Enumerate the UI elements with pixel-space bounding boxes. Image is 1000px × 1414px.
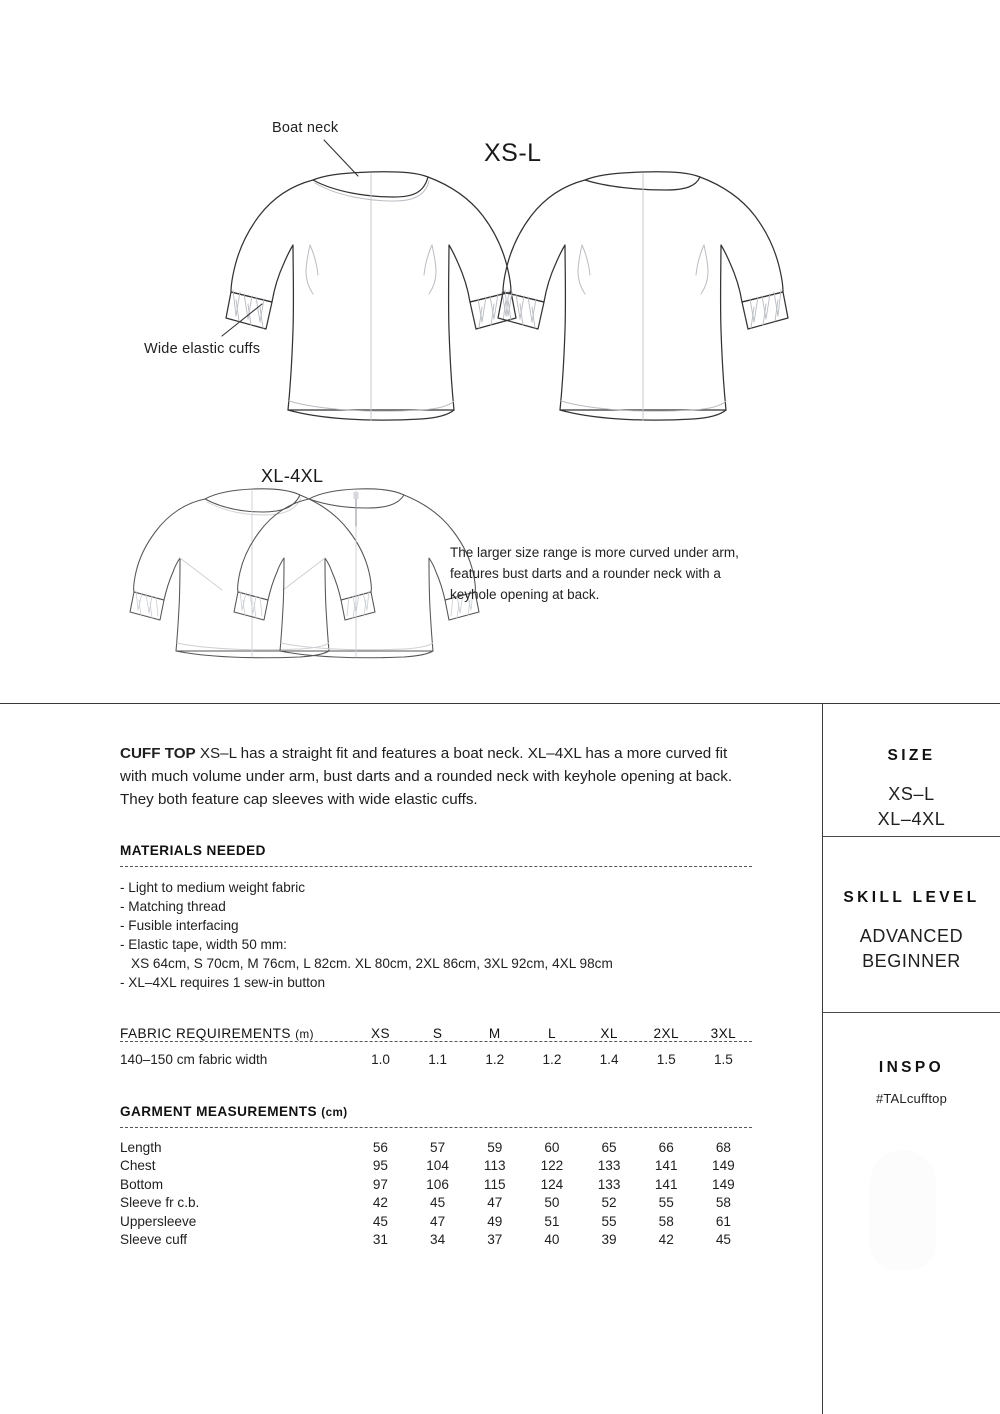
cell-value: 51 bbox=[544, 1213, 560, 1229]
row-label: Uppersleeve bbox=[120, 1213, 197, 1229]
materials-heading: MATERIALS NEEDED bbox=[120, 843, 266, 859]
row-label: Chest bbox=[120, 1158, 156, 1174]
annotation-wide-elastic-cuffs: Wide elastic cuffs bbox=[144, 341, 261, 357]
cell-value: 1.2 bbox=[542, 1052, 562, 1068]
cell-value: 141 bbox=[654, 1158, 678, 1174]
sidebar-heading-skill-level: SKILL LEVEL bbox=[843, 889, 980, 906]
list-item: - Matching thread bbox=[120, 899, 226, 915]
list-item: XS 64cm, S 70cm, M 76cm, L 82cm. XL 80cm, 2XL 86cm, 3XL 92cm, 4XL 98cm bbox=[131, 956, 613, 972]
materials-list bbox=[120, 878, 752, 992]
fabric-requirements-unit: (m) bbox=[295, 1028, 314, 1042]
fabric-requirements-block bbox=[120, 1026, 752, 1069]
cell-value: 40 bbox=[544, 1232, 560, 1248]
cell-value: 60 bbox=[544, 1139, 560, 1155]
sidebar-heading-inspo: INSPO bbox=[878, 1059, 945, 1076]
table-row bbox=[120, 1231, 752, 1249]
table-row bbox=[120, 1139, 752, 1157]
sidebar-value-size-2: XL–4XL bbox=[877, 808, 946, 829]
garment-measurements-block bbox=[120, 1104, 752, 1250]
cell-value: 68 bbox=[715, 1139, 731, 1155]
details-column bbox=[120, 742, 752, 1250]
column-header-size: 3XL bbox=[710, 1026, 737, 1042]
xl4xl-back-flat bbox=[234, 489, 479, 658]
column-header-size: XS bbox=[371, 1026, 391, 1042]
cell-value: 149 bbox=[712, 1176, 735, 1192]
cell-value: 95 bbox=[372, 1158, 388, 1174]
cell-value: 50 bbox=[544, 1195, 560, 1211]
table-rule-row bbox=[120, 1041, 752, 1051]
cell-value: 57 bbox=[430, 1139, 446, 1155]
sidebar-heading-size: SIZE bbox=[887, 747, 936, 764]
column-header-size: 2XL bbox=[653, 1026, 679, 1042]
table-row bbox=[120, 1194, 752, 1212]
garment-measurements-heading: GARMENT MEASUREMENTS (cm) bbox=[120, 1103, 348, 1119]
intro-paragraph bbox=[120, 742, 752, 811]
list-item: - Elastic tape, width 50 mm: bbox=[120, 937, 287, 953]
cell-value: 1.5 bbox=[713, 1052, 733, 1068]
cell-value: 106 bbox=[426, 1176, 449, 1192]
cell-value: 42 bbox=[372, 1195, 388, 1211]
sidebar-value-skill-2: BEGINNER bbox=[862, 950, 961, 971]
info-sidebar bbox=[823, 703, 1000, 1106]
list-item: - XL–4XL requires 1 sew-in button bbox=[120, 975, 326, 991]
cell-value: 47 bbox=[487, 1195, 503, 1211]
cell-value: 122 bbox=[540, 1158, 564, 1174]
cell-value: 104 bbox=[426, 1158, 449, 1174]
annotation-boat-neck: Boat neck bbox=[272, 120, 339, 136]
cell-value: 1.2 bbox=[485, 1052, 505, 1068]
row-label: Sleeve cuff bbox=[120, 1232, 188, 1248]
cell-value: 45 bbox=[372, 1213, 388, 1229]
cell-value: 34 bbox=[430, 1232, 446, 1248]
leader-line-boat-neck bbox=[324, 140, 358, 176]
cell-value: 52 bbox=[601, 1195, 617, 1211]
list-item: - Light to medium weight fabric bbox=[120, 880, 306, 896]
cell-value: 1.5 bbox=[656, 1052, 676, 1068]
materials-dashed-rule bbox=[120, 866, 752, 867]
cell-value: 58 bbox=[658, 1213, 674, 1229]
intro-lead: CUFF TOP bbox=[120, 745, 196, 762]
column-header-size: M bbox=[488, 1026, 501, 1042]
cell-value: 1.4 bbox=[599, 1052, 619, 1068]
cell-value: 31 bbox=[372, 1232, 388, 1248]
table-row bbox=[120, 1157, 752, 1175]
xsl-front-flat bbox=[226, 172, 516, 420]
garment-dashed-rule bbox=[120, 1127, 752, 1128]
cell-value: 61 bbox=[715, 1213, 731, 1229]
table-row bbox=[120, 1213, 752, 1231]
page-title-vertical bbox=[986, 0, 1000, 62]
cell-value: 47 bbox=[430, 1213, 446, 1229]
fabric-requirements-heading: FABRIC REQUIREMENTS (m) bbox=[120, 1026, 314, 1042]
cell-value: 97 bbox=[372, 1176, 388, 1192]
sidebar-block-skill-level bbox=[823, 837, 1000, 1012]
cell-value: 133 bbox=[597, 1158, 621, 1174]
cell-value: 65 bbox=[601, 1139, 617, 1155]
sidebar-hashtag-inspo: #TALcufftop bbox=[875, 1091, 948, 1106]
cell-value: 37 bbox=[487, 1232, 503, 1248]
table-row bbox=[120, 1051, 752, 1069]
cell-value: 1.0 bbox=[371, 1052, 390, 1068]
cell-value: 59 bbox=[487, 1139, 503, 1155]
technical-drawing-area bbox=[0, 0, 840, 703]
sidebar-block-inspo bbox=[823, 1013, 1000, 1106]
cell-value: 1.1 bbox=[428, 1052, 448, 1068]
garment-measurements-unit: (cm) bbox=[321, 1105, 348, 1119]
sidebar-value-skill-1: ADVANCED bbox=[859, 926, 964, 946]
background-watermark bbox=[870, 1150, 936, 1270]
cell-value: 141 bbox=[654, 1176, 678, 1192]
cell-value: 39 bbox=[601, 1232, 617, 1248]
sidebar-value-size-1: XS–L bbox=[888, 784, 935, 804]
table-header-row bbox=[120, 1026, 752, 1041]
cell-value: 149 bbox=[712, 1158, 735, 1174]
size-range-label-xs-l: XS-L bbox=[484, 139, 542, 167]
intro-body: XS–L has a straight fit and features a boat neck. XL–4XL has a more curved fit with much volume under arm, bust darts and a rounded neck with keyhole opening at back. They both feature cap sleeves with wide elastic cuffs. bbox=[120, 745, 733, 809]
xl4xl-front-flat bbox=[130, 489, 375, 658]
fabric-requirements-table bbox=[120, 1026, 752, 1069]
row-label: 140–150 cm fabric width bbox=[120, 1052, 268, 1068]
cell-value: 66 bbox=[658, 1139, 674, 1155]
xsl-back-flat bbox=[498, 172, 788, 420]
column-header-size: S bbox=[432, 1026, 443, 1042]
cell-value: 45 bbox=[715, 1232, 731, 1248]
column-header-size: XL bbox=[600, 1026, 618, 1042]
size-range-label-xl-4xl: XL-4XL bbox=[261, 466, 324, 486]
garment-measurements-table bbox=[120, 1139, 752, 1250]
cell-value: 49 bbox=[487, 1213, 503, 1229]
table-row bbox=[120, 1176, 752, 1194]
row-label: Bottom bbox=[120, 1176, 164, 1192]
cell-value: 115 bbox=[483, 1176, 506, 1192]
cell-value: 56 bbox=[372, 1139, 388, 1155]
cell-value: 124 bbox=[540, 1176, 564, 1192]
cell-value: 58 bbox=[715, 1195, 731, 1211]
cell-value: 42 bbox=[658, 1232, 674, 1248]
column-header-size: L bbox=[547, 1026, 556, 1042]
cell-value: 55 bbox=[601, 1213, 617, 1229]
row-label: Sleeve fr c.b. bbox=[120, 1195, 200, 1211]
cell-value: 133 bbox=[597, 1176, 621, 1192]
row-label: Length bbox=[120, 1139, 162, 1155]
list-item: - Fusible interfacing bbox=[120, 918, 239, 934]
cell-value: 113 bbox=[483, 1158, 506, 1174]
sidebar-block-size bbox=[823, 703, 1000, 836]
large-size-range-note: The larger size range is more curved under arm, features bust darts and a rounder neck with a keyhole opening at back. bbox=[450, 545, 739, 602]
fabric-dashed-rule bbox=[120, 1041, 752, 1042]
cell-value: 55 bbox=[658, 1195, 674, 1211]
cell-value: 45 bbox=[430, 1195, 446, 1211]
